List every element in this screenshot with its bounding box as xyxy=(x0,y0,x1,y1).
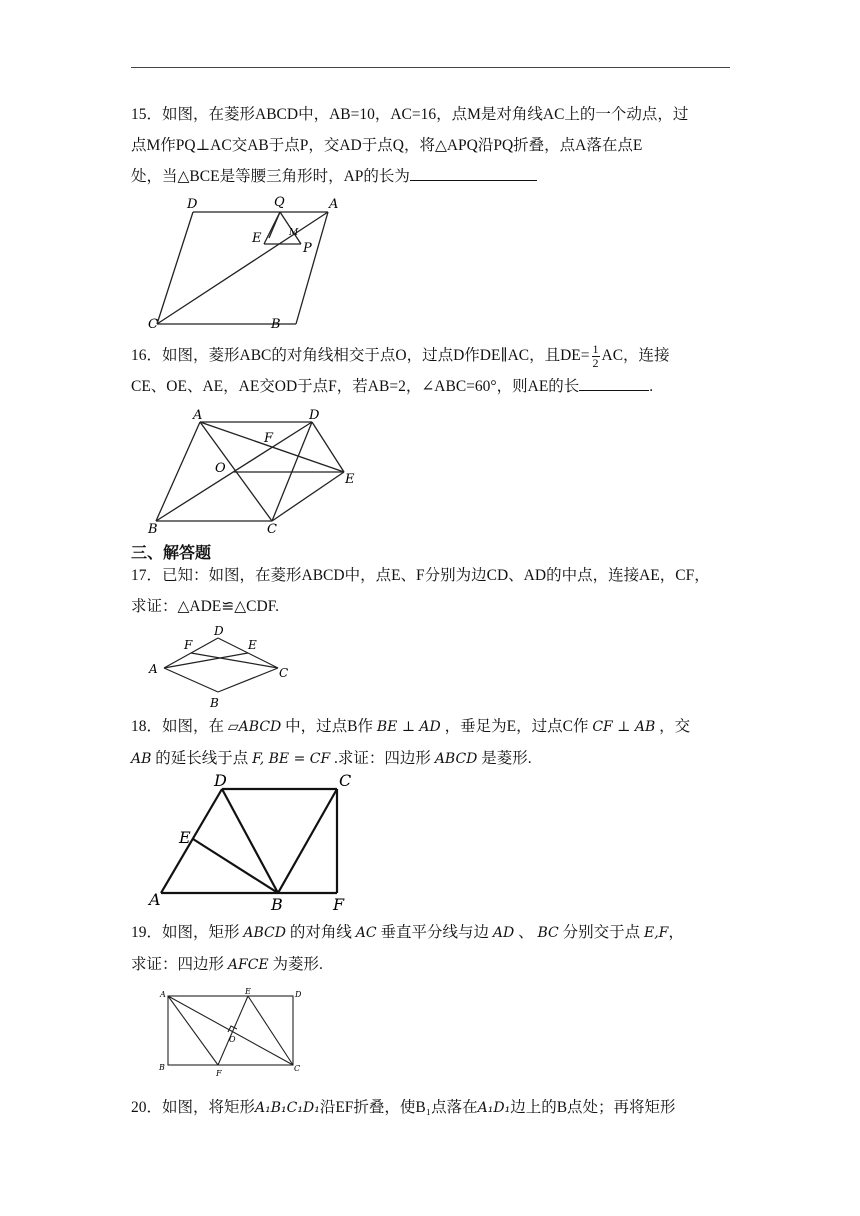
q15-figure xyxy=(140,190,340,335)
q15-line-1: 15．如图，在菱形ABCD中，AB=10，AC=16，点M是对角线AC上的一个动点，过 xyxy=(131,106,689,123)
q18-l1-f: ，交 xyxy=(659,718,691,735)
q18-l1-a: 18．如图，在 xyxy=(131,718,225,735)
q18-label-D: D xyxy=(214,772,227,790)
q17-label-E: E xyxy=(248,638,257,652)
q18-l1-b: 中，过点B作 xyxy=(285,718,373,735)
q17-label-C: C xyxy=(279,666,289,680)
q16-fraction-denominator: 2 xyxy=(592,355,599,370)
section-heading: 三、解答题 xyxy=(131,543,212,562)
q16-line-1 xyxy=(131,340,731,371)
q16-label-D: D xyxy=(309,408,320,423)
q16-line-2-text: CE、OE、AE，AE交OD于点F，若AB=2，∠ABC=60°，则AE的长 xyxy=(131,378,580,395)
q19-l1-ef: E,F xyxy=(644,925,669,941)
q17-label-D: D xyxy=(214,624,224,638)
q19-l1-g: 、 xyxy=(518,924,534,941)
q19-label-E: E xyxy=(245,988,251,996)
q20-line-1 xyxy=(131,1092,731,1124)
q18-figure xyxy=(144,772,364,912)
q19-label-C: C xyxy=(294,1064,301,1073)
q18-label-E: E xyxy=(179,828,191,847)
q16-fraction xyxy=(592,343,600,370)
q19-figure xyxy=(154,988,314,1080)
q16-label-B: B xyxy=(148,522,158,536)
q18-l2-abcd: ABCD xyxy=(434,751,478,767)
question-20 xyxy=(131,1092,731,1124)
q19-l1-c: 的对角线 xyxy=(289,924,352,941)
q18-l1-cf-perp: CF ⊥ AB xyxy=(592,719,656,735)
q19-l1-abcd: ABCD xyxy=(243,925,286,941)
q18-label-A: A xyxy=(149,890,161,909)
header-rule xyxy=(131,67,730,68)
q16-line-2-end: . xyxy=(649,378,654,395)
q19-l1-e: 垂直平分线与边 xyxy=(380,924,489,941)
q18-l2-ab: AB xyxy=(131,751,152,767)
question-16 xyxy=(131,340,731,402)
q19-label-B: B xyxy=(159,1063,165,1072)
q19-l1-k: ， xyxy=(668,924,684,941)
q16-fraction-numerator: 1 xyxy=(592,341,599,356)
q20-side: A₁D₁ xyxy=(477,1100,511,1116)
question-18 xyxy=(131,711,731,775)
q15-line-3 xyxy=(131,161,731,192)
q15-label-P: P xyxy=(303,241,312,256)
q20-rect: A₁B₁C₁D₁ xyxy=(255,1100,320,1116)
q17-label-B: B xyxy=(210,696,219,710)
q15-line-3-text: 处，当△BCE是等腰三角形时，AP的长为 xyxy=(131,168,410,185)
q19-label-D: D xyxy=(295,990,302,999)
q19-l2-afce: AFCE xyxy=(227,957,269,973)
q17-line-2: 求证：△ADE≌△CDF. xyxy=(131,598,279,615)
q19-l1-bc: BC xyxy=(537,925,559,941)
q20-b: 沿EF折叠，使B₁点落在 xyxy=(319,1099,478,1116)
q16-label-E: E xyxy=(345,472,355,487)
question-19 xyxy=(131,917,731,981)
question-15 xyxy=(131,99,731,192)
q17-line-1: 17．已知：如图，在菱形ABCD中，点E、F分别为边CD、AD的中点，连接AE，CF， xyxy=(131,567,710,584)
q15-answer-blank[interactable] xyxy=(410,163,537,181)
q16-line-2 xyxy=(131,371,731,402)
q18-label-C: C xyxy=(339,772,352,790)
q18-l2-b: 的延长线于点 xyxy=(155,750,249,767)
q18-l1-be-perp: BE ⊥ AD xyxy=(376,719,441,735)
q18-line-2 xyxy=(131,743,731,775)
q18-line-1 xyxy=(131,711,731,743)
q18-label-B: B xyxy=(271,895,283,912)
q19-label-A: A xyxy=(160,990,166,999)
q17-label-A: A xyxy=(149,662,158,676)
q15-label-E: E xyxy=(252,231,262,246)
q15-label-A: A xyxy=(329,197,339,212)
q16-line-1-a: 16．如图，菱形ABC的对角线相交于点O，过点D作DE∥AC，且DE= xyxy=(131,347,590,364)
q16-label-A: A xyxy=(193,408,203,423)
q20-c: 边上的B点处；再将矩形 xyxy=(510,1099,676,1116)
q15-label-D: D xyxy=(187,197,198,212)
q16-line-1-b: AC，连接 xyxy=(601,347,670,364)
q19-l1-ad: AD xyxy=(492,925,515,941)
q15-label-B: B xyxy=(271,317,281,332)
q16-answer-blank[interactable] xyxy=(579,373,649,391)
q19-l1-a: 19．如图，矩形 xyxy=(131,924,240,941)
question-17 xyxy=(131,560,731,622)
q19-label-F: F xyxy=(216,1069,222,1078)
q16-label-F: F xyxy=(264,431,274,446)
q19-l2-c: 为菱形. xyxy=(272,956,323,973)
q19-line-2 xyxy=(131,949,731,981)
q16-label-C: C xyxy=(267,522,277,536)
q18-l2-d: .求证：四边形 xyxy=(334,750,431,767)
q17-figure xyxy=(144,620,294,710)
q19-line-1 xyxy=(131,917,731,949)
q18-l1-d: ，垂足为E，过点C作 xyxy=(444,718,589,735)
q19-label-O: O xyxy=(229,1035,236,1044)
q16-figure xyxy=(143,404,358,536)
q18-l1-parallelogram: ▱ABCD xyxy=(227,719,282,735)
q20-a: 20．如图，将矩形 xyxy=(131,1099,256,1116)
q19-l1-i: 分别交于点 xyxy=(562,924,641,941)
q15-label-Q: Q xyxy=(274,195,285,210)
q19-l1-ac: AC xyxy=(355,925,377,941)
q19-l2-a: 求证：四边形 xyxy=(131,956,225,973)
q18-l2-be-cf: F, BE = CF xyxy=(252,751,331,767)
q15-line-2: 点M作PQ⊥AC交AB于点P，交AD于点Q，将△APQ沿PQ折叠，点A落在点E xyxy=(131,137,643,154)
q15-label-M: M xyxy=(289,228,299,238)
q18-label-F: F xyxy=(333,895,345,912)
q17-label-F: F xyxy=(184,638,193,652)
q16-label-O: O xyxy=(215,461,226,476)
q15-label-C: C xyxy=(148,317,158,332)
q18-l2-f: 是菱形. xyxy=(481,750,532,767)
